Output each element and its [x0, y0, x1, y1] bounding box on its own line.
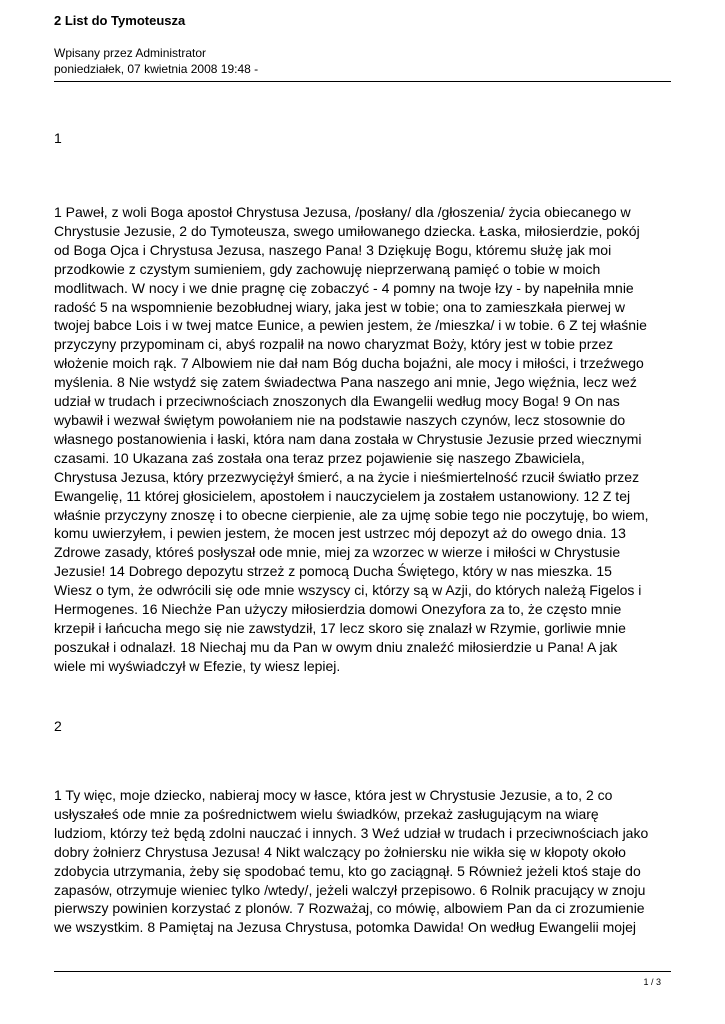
text-line: twojej babce Lois i w twej matce Eunice, a pewien jestem, że /mieszka/ i w tobie. 6 Z tej właśnie	[54, 317, 647, 334]
text-line: dobry żołnierz Chrystusa Jezusa! 4 Nikt walczący po żołniersku nie wikła się w kłopoty około	[54, 843, 626, 860]
text-line: radość 5 na wspomnienie bezobłudnej wiary, jaka jest w tobie; ona to zamieszkała pierwej w	[54, 298, 625, 315]
date-line: poniedziałek, 07 kwietnia 2008 19:48 -	[54, 62, 259, 76]
text-line: usłyszałeś ode mnie za pośrednictwem wielu świadków, przekaż zasługującym na wiarę	[54, 805, 599, 822]
text-line: myślenia. 8 Nie wstydź się zatem świadectwa Pana naszego ani mnie, Jego więźnia, lecz weź	[54, 374, 637, 391]
text-line: udział w trudach i przeciwnościach znoszonych dla Ewangelii według mocy Boga! 9 On nas	[54, 393, 620, 410]
page-indicator: 1 / 3	[643, 977, 661, 987]
text-line: zdobycia utrzymania, żeby się spodobać temu, kto go zaciągnął. 5 Również jeżeli ktoś staje do	[54, 862, 641, 879]
text-line: Chrystusie Jezusie, 2 do Tymoteusza, swego umiłowanego dziecka. Łaska, miłosierdzie, pokój	[54, 222, 640, 239]
text-line: Ewangelię, 11 której głosicielem, apostołem i nauczycielem ja zostałem ustanowiony. 12 Z tej	[54, 487, 631, 504]
text-line: komu uwierzyłem, i pewien jestem, że mocen jest ustrzec mój depozyt aż do owego dnia. 13	[54, 525, 626, 542]
chapter-2-text	[54, 786, 672, 937]
text-line: 1 Paweł, z woli Boga apostoł Chrystusa Jezusa, /posłany/ dla /głoszenia/ życia obiecanego w	[54, 204, 631, 220]
author-line: Wpisany przez Administrator	[54, 46, 207, 60]
text-line: Hermogenes. 16 Niechże Pan użyczy miłosierdzia domowi Onezyfora za to, że często mnie	[54, 601, 622, 618]
text-line: przodkowie z czystym sumieniem, gdy zachowuję nieprzerwaną pamięć o tobie w moich	[54, 260, 601, 277]
text-line: od Boga Ojca i Chrystusa Jezusa, naszego Pana! 3 Dziękuję Bogu, któremu służę jak moi	[54, 241, 612, 258]
header-divider	[54, 81, 671, 82]
text-line: Chrystusa Jezusa, który przezwyciężył śmierć, a na życie i nieśmiertelność rzucił światło przez	[54, 468, 640, 485]
text-line: włożenie moich rąk. 7 Albowiem nie dał nam Bóg ducha bojaźni, ale mocy i miłości, i trzeźwego	[54, 355, 644, 372]
text-line: 1 Ty więc, moje dziecko, nabieraj mocy w łasce, która jest w Chrystusie Jezusie, a to, 2 co	[54, 787, 613, 803]
footer-divider	[54, 971, 671, 972]
text-line: zapasów, otrzymuje wieniec tylko /wtedy/, jeżeli walczył przepisowo. 6 Rolnik pracujący w znoju	[54, 881, 646, 898]
text-line: Zdrowe zasady, któreś posłyszał ode mnie, miej za wzorzec w wierze i miłości w Chrystusie	[54, 544, 621, 561]
text-line: przyczyny przypominam ci, abyś rozpalił na nowo charyzmat Boży, który jest w tobie przez	[54, 336, 614, 353]
text-line: poszukał i odnalazł. 18 Niechaj mu da Pan w owym dniu znaleźć miłosierdzie u Pana! A jak	[54, 638, 618, 655]
text-line: Wiesz o tym, że odwrócili się ode mnie wszyscy ci, którzy są w Azji, do których należą Figelos i	[54, 582, 642, 599]
text-line: właśnie przyczyny znoszę i to obecne cierpienie, ale za ujmę sobie tego nie poczytuję, bo wiem,	[54, 506, 649, 523]
chapter-1-number: 1	[54, 130, 62, 146]
document-meta	[54, 45, 258, 77]
text-line: własnego postanowienia i łaski, która nam dana została w Chrystusie Jezusie przed wiecznymi	[54, 430, 642, 447]
text-line: czasami. 10 Ukazana zaś została ona teraz przez pojawienie się naszego Zbawiciela,	[54, 449, 585, 466]
text-line: ludziom, którzy też będą zdolni nauczać i innych. 3 Weź udział w trudach i przeciwnościach jako	[54, 824, 649, 841]
text-line: wybawił i wezwał świętym powołaniem nie na podstawie naszych czynów, lecz stosownie do	[54, 411, 626, 428]
document-title: 2 List do Tymoteusza	[54, 13, 186, 28]
text-line: krzepił i łańcucha mego się nie zawstydził, 17 lecz skoro się znalazł w Rzymie, gorliwie mnie	[54, 619, 626, 636]
text-line: Jezusie! 14 Dobrego depozytu strzeż z pomocą Ducha Świętego, który w nas mieszka. 15	[54, 563, 612, 580]
text-line: we wszystkim. 8 Pamiętaj na Jezusa Chrystusa, potomka Dawida! On według Ewangelii mojej	[54, 919, 637, 936]
chapter-2-number: 2	[54, 718, 62, 734]
text-line: pierwszy powinien korzystać z plonów. 7 Rozważaj, co mówię, albowiem Pan da ci zrozumienie	[54, 900, 645, 917]
text-line: modlitwach. W nocy i we dnie pragnę cię zobaczyć - 4 pomny na twoje łzy - by napełniła mnie	[54, 279, 634, 296]
text-line: wiele mi wyświadczył w Efezie, ty wiesz lepiej.	[54, 657, 341, 674]
chapter-1-text	[54, 203, 672, 676]
